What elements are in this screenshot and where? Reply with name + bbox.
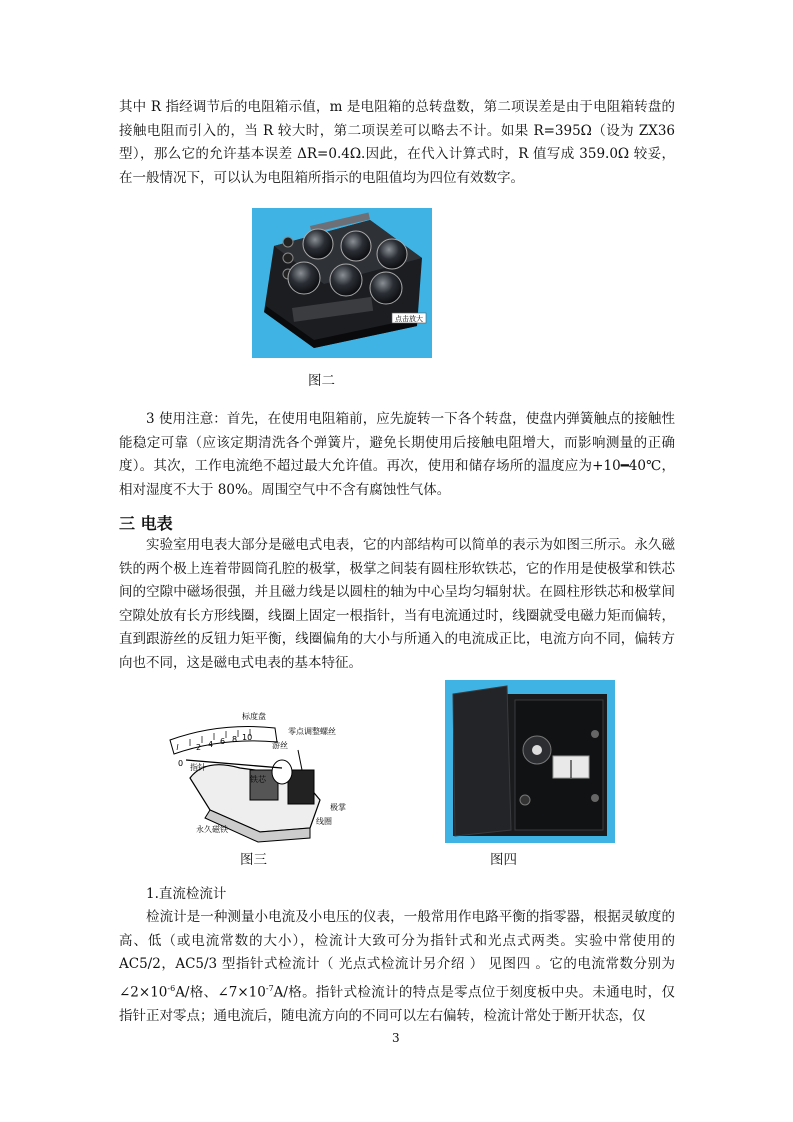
scale-tick: 10 — [242, 733, 253, 742]
exponent-b: -7 — [265, 983, 274, 993]
resistance-box-photo — [252, 208, 432, 358]
label-core: 铁芯 — [250, 775, 266, 784]
paragraph-usage-notes: 3 使用注意：首先，在使用电阻箱前，应先旋转一下各个转盘，使盘内弹簧触点的接触性能稳定可靠（应该定期清洗各个弹簧片，避免长期使用后接触电阻增大，而影响测量的正确度）。其次，工作电流绝不超过最大允许值。再次，使用和储存场所的温度应为+10━40℃，相对湿度不大于 80%。周围空气中不含有腐蚀性气体。 — [119, 411, 675, 498]
galvanometer-text-part-c: A/格。指针式检流计的特点是零点位于刻度板中央。未通电时，仅指针正对零点；通电流后，随电流方向的不同可以左右偏转，检流计常处于断开状态，仅 — [119, 984, 675, 1024]
paragraph-galvanometer — [119, 906, 675, 1028]
figure-4-caption: 图四 — [490, 852, 517, 868]
galvanometer-photo — [445, 680, 615, 843]
exponent-a: -6 — [167, 983, 176, 993]
galvanometer-text-part-a: 检流计是一种测量小电流及小电压的仪表，一般常用作电路平衡的指零器，根据灵敏度的高、低（或电流常数的大小），检流计大致可分为指针式和光点式两类。实验中常使用的 AC5/2，AC5/3 型指针式检流计（ 光点式检流计另介绍 ） 见图四 。它的电流常数分别为 ∠2×10 — [119, 909, 675, 1000]
scale-tick: 0 — [178, 759, 184, 768]
scale-tick: 4 — [208, 740, 214, 749]
label-coil: 线圈 — [316, 817, 332, 826]
paragraph-moving-coil-meter: 实验室用电表大部分是磁电式电表，它的内部结构可以简单的表示为如图三所示。永久磁铁的两个极上连着带圆筒孔腔的极掌，极掌之间装有圆柱形软铁芯，它的作用是使极掌和铁芯间的空隙中磁场很强，并且磁力线是以圆柱的轴为中心呈均匀辐射状。在圆柱形铁芯和极掌间空隙处放有长方形线圈，线圈上固定一根指针，当有电流通过时，线圈就受电磁力矩而偏转，直到跟游丝的反钮力矩平衡，线圈偏角的大小与所通入的电流成正比，电流方向不同，偏转方向也不同，这是磁电式电表的基本特征。 — [119, 537, 675, 671]
zoom-badge[interactable]: 点击放大 — [395, 315, 423, 323]
label-hairspring: 游丝 — [272, 741, 288, 750]
label-magnet: 永久磁铁 — [196, 825, 228, 834]
label-pole: 极掌 — [330, 803, 346, 812]
subheading-dc-galvanometer: 1.直流检流计 — [146, 886, 227, 902]
figure-3-caption: 图三 — [240, 852, 267, 868]
figure-2-caption: 图二 — [308, 373, 335, 389]
label-zero-screw: 零点调整螺丝 — [288, 727, 336, 736]
scale-tick: 8 — [232, 735, 238, 744]
paragraph-resistance-error: 其中 R 指经调节后的电阻箱示值，m 是电阻箱的总转盘数，第二项误差是由于电阻箱转盘的接触电阻而引入的，当 R 较大时，第二项误差可以略去不计。如果 R=395Ω（设为 ZX36 型），那么它的允许基本误差 ΔR=0.4Ω.因此，在代入计算式时，R 值写成 359.0Ω 较妥，在一般情况下，可以认为电阻箱所指示的电阻值均为四位有效数字。 — [119, 99, 675, 186]
page-number: 3 — [392, 1031, 400, 1045]
scale-tick: 2 — [196, 743, 202, 752]
section-heading-meters: 三 电表 — [119, 514, 173, 533]
scale-tick: 6 — [220, 737, 226, 746]
meter-structure-diagram — [150, 710, 380, 845]
galvanometer-text-part-b: A/格、∠7×10 — [175, 984, 266, 1000]
label-dial: 标度盘 — [242, 712, 266, 721]
label-pointer: 指针 — [190, 763, 206, 772]
